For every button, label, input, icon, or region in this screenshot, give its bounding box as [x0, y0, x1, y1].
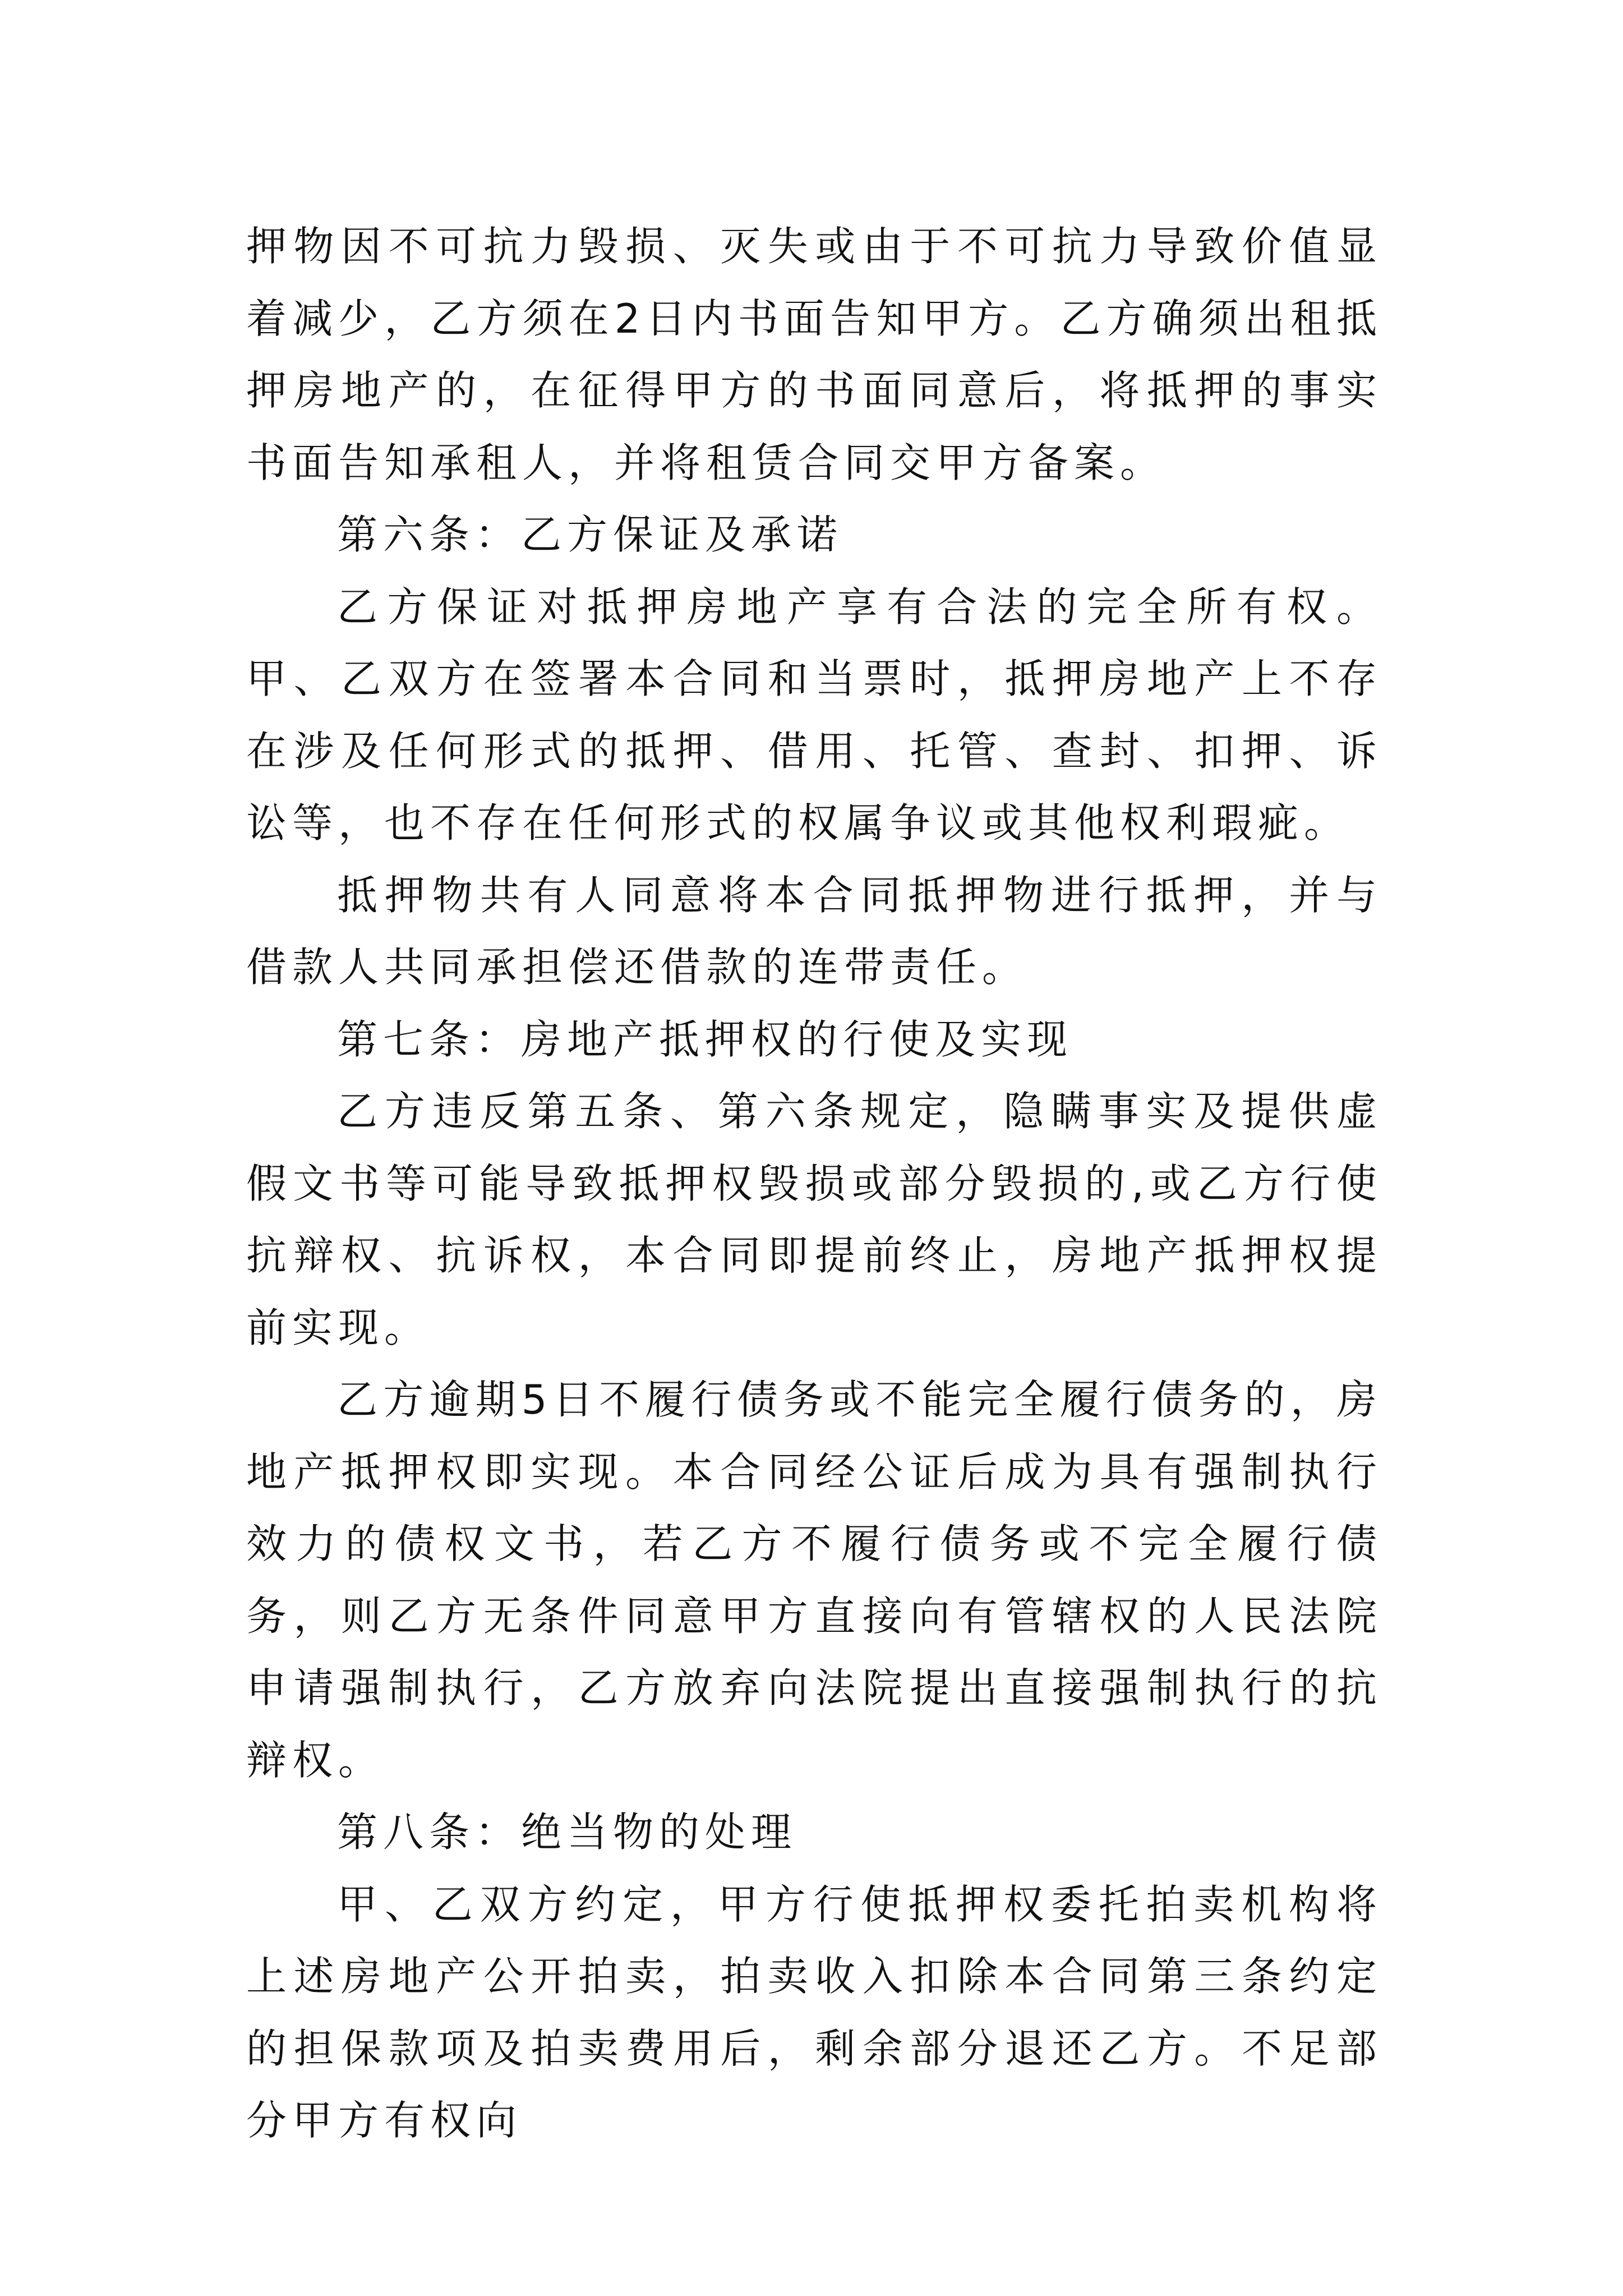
article-6-heading: 第六条：乙方保证及承诺: [337, 511, 843, 558]
article-7-heading: 第七条：房地产抵押权的行使及实现: [337, 1015, 1073, 1063]
article-7-paragraph-1: 乙方违反第五条、第六条规定，隐瞒事实及提供虚假文书等可能导致抵押权毁损或部分毁损的,或乙方行使抗辩权、抗诉权，本合同即提前终止，房地产抵押权提前实现。: [246, 1088, 1382, 1351]
article-6-paragraph-1: 乙方保证对抵押房地产享有合法的完全所有权。甲、乙双方在签署本合同和当票时，抵押房地产上不存在涉及任何形式的抵押、借用、托管、查封、扣押、诉讼等，也不存在任何形式的权属争议或其他权利瑕疵。: [246, 583, 1382, 846]
article-7-paragraph-2: 乙方逾期5日不履行债务或不能完全履行债务的，房地产抵押权即实现。本合同经公证后成为具有强制执行效力的债权文书，若乙方不履行债务或不完全履行债务，则乙方无条件同意甲方直接向有管辖权的人民法院申请强制执行，乙方放弃向法院提出直接强制执行的抗辩权。: [246, 1376, 1382, 1784]
article-8-paragraph-1: 甲、乙双方约定，甲方行使抵押权委托拍卖机构将上述房地产公开拍卖，拍卖收入扣除本合同第三条约定的担保款项及拍卖费用后，剩余部分退还乙方。不足部分甲方有权向: [246, 1880, 1382, 2144]
paragraph-continuation: 押物因不可抗力毁损、灭失或由于不可抗力导致价值显着减少，乙方须在2日内书面告知甲方。乙方确须出租抵押房地产的，在征得甲方的书面同意后，将抵押的事实书面告知承租人，并将租赁合同交甲方备案。: [246, 223, 1382, 486]
article-6-paragraph-2: 抵押物共有人同意将本合同抵押物进行抵押，并与借款人共同承担偿还借款的连带责任。: [246, 871, 1382, 991]
article-8-heading: 第八条：绝当物的处理: [337, 1809, 797, 1856]
document-body: [246, 210, 1382, 2157]
